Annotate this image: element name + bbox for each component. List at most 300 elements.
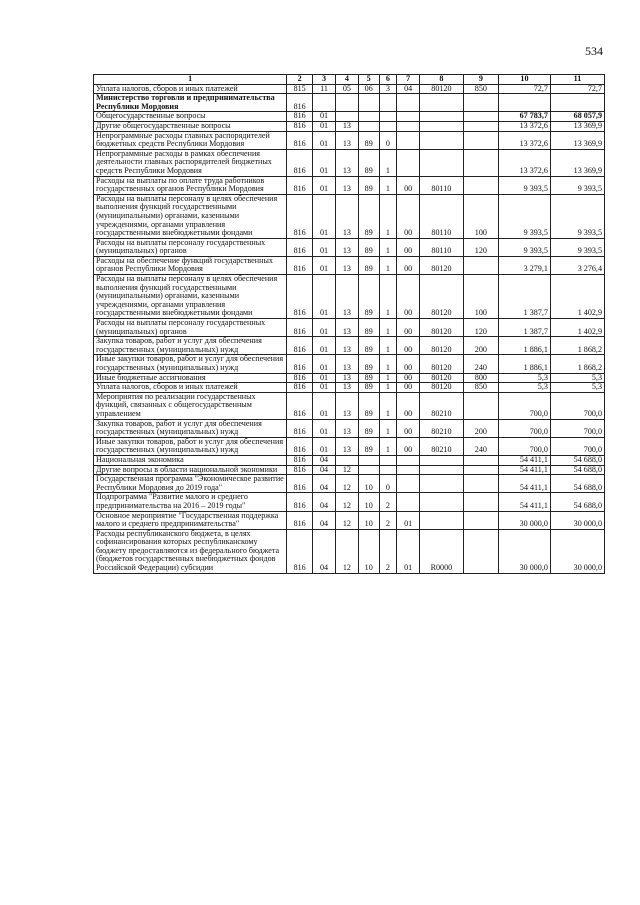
amount-cell: 54 688,0 [550, 493, 604, 511]
code-cell: 816 [287, 176, 313, 194]
column-header: 5 [358, 75, 379, 85]
column-header: 11 [550, 75, 604, 85]
code-cell [463, 392, 498, 419]
code-cell: 89 [358, 419, 379, 437]
row-name-cell: Государственная программа "Экономическое развитие Республики Мордовия до 2019 года" [94, 475, 287, 493]
column-header: 9 [463, 75, 498, 85]
code-cell: 89 [358, 319, 379, 337]
code-cell: 10 [358, 475, 379, 493]
amount-cell: 72,7 [499, 84, 551, 94]
code-cell: 00 [397, 337, 420, 355]
row-name-cell: Национальная экономика [94, 455, 287, 465]
code-cell [379, 112, 397, 122]
code-cell: 816 [287, 465, 313, 475]
code-cell [463, 455, 498, 465]
row-name-cell: Уплата налогов, сборов и иных платежей [94, 383, 287, 393]
amount-cell: 1 868,2 [550, 355, 604, 373]
code-cell: 04 [313, 529, 336, 573]
code-cell [397, 121, 420, 131]
code-cell: 01 [313, 176, 336, 194]
code-cell: 00 [397, 256, 420, 274]
code-cell [397, 112, 420, 122]
amount-cell: 30 000,0 [550, 511, 604, 529]
code-cell [463, 94, 498, 112]
code-cell: 01 [313, 319, 336, 337]
table-row [94, 112, 605, 122]
code-cell: 2 [379, 529, 397, 573]
table-row [94, 437, 605, 455]
code-cell: 13 [335, 194, 358, 238]
code-cell: 1 [379, 392, 397, 419]
code-cell: 00 [397, 392, 420, 419]
code-cell: 06 [358, 84, 379, 94]
code-cell [358, 94, 379, 112]
amount-cell: 30 000,0 [550, 529, 604, 573]
table-row [94, 355, 605, 373]
amount-cell: 1 886,1 [499, 337, 551, 355]
code-cell: 89 [358, 383, 379, 393]
amount-cell: 54 411,1 [499, 475, 551, 493]
table-row [94, 121, 605, 131]
code-cell [463, 256, 498, 274]
code-cell: R0000 [420, 529, 464, 573]
amount-cell: 54 411,1 [499, 465, 551, 475]
code-cell: 80110 [420, 194, 464, 238]
code-cell: 816 [287, 511, 313, 529]
amount-cell: 54 411,1 [499, 493, 551, 511]
code-cell: 80110 [420, 176, 464, 194]
amount-cell: 1 886,1 [499, 355, 551, 373]
amount-cell [550, 94, 604, 112]
code-cell: 816 [287, 131, 313, 149]
code-cell [358, 121, 379, 131]
code-cell [463, 475, 498, 493]
amount-cell: 9 393,5 [499, 194, 551, 238]
code-cell [313, 94, 336, 112]
amount-cell: 1 402,9 [550, 319, 604, 337]
row-name-cell: Расходы на обеспечение функций государственных органов Республики Мордовия [94, 256, 287, 274]
table-row [94, 194, 605, 238]
code-cell [397, 94, 420, 112]
table-row [94, 455, 605, 465]
code-cell: 89 [358, 149, 379, 176]
code-cell: 816 [287, 337, 313, 355]
table-row [94, 176, 605, 194]
table-row [94, 256, 605, 274]
code-cell: 0 [379, 131, 397, 149]
code-cell: 816 [287, 437, 313, 455]
code-cell: 120 [463, 238, 498, 256]
code-cell: 1 [379, 355, 397, 373]
code-cell [463, 121, 498, 131]
page-number: 534 [585, 44, 603, 58]
column-header: 3 [313, 75, 336, 85]
table-row [94, 511, 605, 529]
table-header-row [94, 75, 605, 85]
table-row [94, 465, 605, 475]
code-cell: 816 [287, 373, 313, 383]
code-cell: 01 [397, 529, 420, 573]
table-row [94, 84, 605, 94]
code-cell: 816 [287, 256, 313, 274]
code-cell: 13 [335, 373, 358, 383]
code-cell: 816 [287, 419, 313, 437]
code-cell: 1 [379, 256, 397, 274]
code-cell: 01 [313, 373, 336, 383]
code-cell [358, 455, 379, 465]
amount-cell: 5,3 [550, 373, 604, 383]
code-cell [420, 493, 464, 511]
code-cell [397, 475, 420, 493]
code-cell: 13 [335, 131, 358, 149]
code-cell: 816 [287, 121, 313, 131]
code-cell: 240 [463, 355, 498, 373]
row-name-cell: Закупка товаров, работ и услуг для обеспечения государственных (муниципальных) нужд [94, 337, 287, 355]
code-cell: 1 [379, 238, 397, 256]
code-cell [463, 131, 498, 149]
code-cell: 04 [313, 465, 336, 475]
code-cell: 2 [379, 493, 397, 511]
code-cell: 1 [379, 275, 397, 319]
code-cell: 13 [335, 121, 358, 131]
code-cell: 01 [313, 112, 336, 122]
code-cell: 80210 [420, 392, 464, 419]
column-header: 8 [420, 75, 464, 85]
code-cell: 13 [335, 176, 358, 194]
code-cell: 89 [358, 256, 379, 274]
amount-cell: 30 000,0 [499, 529, 551, 573]
code-cell: 120 [463, 319, 498, 337]
code-cell: 04 [313, 493, 336, 511]
code-cell: 00 [397, 275, 420, 319]
amount-cell: 67 783,7 [499, 112, 551, 122]
code-cell: 89 [358, 194, 379, 238]
code-cell: 100 [463, 194, 498, 238]
code-cell: 816 [287, 475, 313, 493]
row-name-cell: Расходы на выплаты персоналу в целях обеспечения выполнения функций государственными (муниципальными) органами, казенными учреждениями, органами управления государственными внебюджетными фондами [94, 194, 287, 238]
code-cell: 80120 [420, 275, 464, 319]
code-cell: 11 [313, 84, 336, 94]
table-row [94, 131, 605, 149]
code-cell: 89 [358, 176, 379, 194]
code-cell: 80210 [420, 437, 464, 455]
table-row [94, 337, 605, 355]
column-header: 7 [397, 75, 420, 85]
budget-table [93, 74, 605, 574]
code-cell: 04 [397, 84, 420, 94]
amount-cell: 700,0 [550, 437, 604, 455]
code-cell: 13 [335, 392, 358, 419]
code-cell: 13 [335, 337, 358, 355]
amount-cell: 54 688,0 [550, 465, 604, 475]
code-cell: 816 [287, 383, 313, 393]
amount-cell: 72,7 [550, 84, 604, 94]
code-cell: 816 [287, 529, 313, 573]
code-cell: 01 [313, 383, 336, 393]
amount-cell: 700,0 [499, 419, 551, 437]
code-cell: 00 [397, 355, 420, 373]
amount-cell: 700,0 [550, 392, 604, 419]
code-cell: 10 [358, 511, 379, 529]
code-cell: 816 [287, 194, 313, 238]
table-row [94, 373, 605, 383]
code-cell: 00 [397, 319, 420, 337]
code-cell [420, 475, 464, 493]
row-name-cell: Основное мероприятие "Государственная поддержка малого и среднего предпринимательства" [94, 511, 287, 529]
code-cell: 13 [335, 256, 358, 274]
code-cell: 80120 [420, 383, 464, 393]
code-cell: 1 [379, 176, 397, 194]
code-cell: 00 [397, 419, 420, 437]
amount-cell [499, 94, 551, 112]
code-cell: 12 [335, 511, 358, 529]
code-cell: 13 [335, 275, 358, 319]
table-row [94, 319, 605, 337]
amount-cell: 13 372,6 [499, 131, 551, 149]
code-cell: 00 [397, 176, 420, 194]
row-name-cell: Расходы на выплаты персоналу государственных (муниципальных) органов [94, 238, 287, 256]
code-cell: 850 [463, 84, 498, 94]
amount-cell: 1 402,9 [550, 275, 604, 319]
row-name-cell: Расходы на выплаты персоналу в целях обеспечения выполнения функций государственными (муниципальными) органами, казенными учреждениями, органами управления государственными внебюджетными фондами [94, 275, 287, 319]
row-name-cell: Иные бюджетные ассигнования [94, 373, 287, 383]
amount-cell: 5,3 [499, 383, 551, 393]
amount-cell: 9 393,5 [499, 238, 551, 256]
code-cell: 80120 [420, 337, 464, 355]
code-cell: 01 [313, 419, 336, 437]
column-header: 1 [94, 75, 287, 85]
code-cell: 200 [463, 337, 498, 355]
row-name-cell: Расходы на выплаты персоналу государственных (муниципальных) органов [94, 319, 287, 337]
column-header: 6 [379, 75, 397, 85]
row-name-cell: Расходы республиканского бюджета, в целях софинансирования которых республиканскому бюджету предоставляются из федерального бюджета (бюджетов государственных внебюджетных фондов Российской Федерации) субсидии [94, 529, 287, 573]
amount-cell: 68 057,9 [550, 112, 604, 122]
code-cell: 816 [287, 275, 313, 319]
code-cell: 10 [358, 529, 379, 573]
code-cell: 00 [397, 383, 420, 393]
code-cell: 0 [379, 475, 397, 493]
amount-cell: 700,0 [550, 419, 604, 437]
code-cell: 04 [313, 511, 336, 529]
amount-cell: 1 387,7 [499, 319, 551, 337]
amount-cell: 9 393,5 [550, 194, 604, 238]
amount-cell: 3 279,1 [499, 256, 551, 274]
code-cell: 1 [379, 194, 397, 238]
table-row [94, 529, 605, 573]
code-cell [420, 121, 464, 131]
code-cell: 89 [358, 355, 379, 373]
amount-cell: 13 369,9 [550, 149, 604, 176]
code-cell: 1 [379, 319, 397, 337]
code-cell: 80120 [420, 319, 464, 337]
code-cell [379, 94, 397, 112]
code-cell [379, 121, 397, 131]
code-cell: 12 [335, 529, 358, 573]
code-cell: 12 [335, 475, 358, 493]
code-cell: 05 [335, 84, 358, 94]
table-row [94, 149, 605, 176]
code-cell: 01 [313, 149, 336, 176]
code-cell: 80120 [420, 84, 464, 94]
column-header: 10 [499, 75, 551, 85]
code-cell: 89 [358, 337, 379, 355]
amount-cell: 13 369,9 [550, 131, 604, 149]
code-cell: 815 [287, 84, 313, 94]
code-cell: 80120 [420, 355, 464, 373]
code-cell: 89 [358, 373, 379, 383]
code-cell: 13 [335, 419, 358, 437]
amount-cell: 9 393,5 [499, 176, 551, 194]
code-cell: 01 [313, 337, 336, 355]
code-cell [420, 149, 464, 176]
code-cell: 816 [287, 94, 313, 112]
amount-cell: 700,0 [499, 392, 551, 419]
code-cell: 89 [358, 392, 379, 419]
code-cell: 816 [287, 112, 313, 122]
code-cell [463, 493, 498, 511]
code-cell: 00 [397, 238, 420, 256]
code-cell: 12 [335, 493, 358, 511]
code-cell: 89 [358, 238, 379, 256]
code-cell: 240 [463, 437, 498, 455]
row-name-cell: Мероприятия по реализации государственных функций, связанных с общегосударственным управлением [94, 392, 287, 419]
code-cell [379, 455, 397, 465]
amount-cell: 5,3 [499, 373, 551, 383]
code-cell: 80120 [420, 256, 464, 274]
code-cell: 850 [463, 383, 498, 393]
code-cell [397, 149, 420, 176]
code-cell: 13 [335, 319, 358, 337]
code-cell [335, 455, 358, 465]
table-row [94, 493, 605, 511]
code-cell: 3 [379, 84, 397, 94]
code-cell [420, 511, 464, 529]
row-name-cell: Подпрограмма "Развитие малого и среднего предпринимательства на 2016 – 2019 годы" [94, 493, 287, 511]
row-name-cell: Непрограммные расходы в рамках обеспечения деятельности главных распорядителей бюджетных средств Республики Мордовия [94, 149, 287, 176]
code-cell: 01 [313, 121, 336, 131]
code-cell: 01 [313, 275, 336, 319]
code-cell: 816 [287, 238, 313, 256]
code-cell: 04 [313, 455, 336, 465]
row-name-cell: Иные закупки товаров, работ и услуг для обеспечения государственных (муниципальных) нужд [94, 437, 287, 455]
table-row [94, 383, 605, 393]
amount-cell: 30 000,0 [499, 511, 551, 529]
row-name-cell: Уплата налогов, сборов и иных платежей [94, 84, 287, 94]
code-cell: 1 [379, 383, 397, 393]
code-cell [420, 112, 464, 122]
code-cell [463, 176, 498, 194]
code-cell: 01 [313, 238, 336, 256]
code-cell: 2 [379, 511, 397, 529]
code-cell: 816 [287, 392, 313, 419]
code-cell: 816 [287, 355, 313, 373]
amount-cell: 3 276,4 [550, 256, 604, 274]
code-cell [463, 149, 498, 176]
amount-cell: 9 393,5 [550, 238, 604, 256]
amount-cell: 5,3 [550, 383, 604, 393]
row-name-cell: Иные закупки товаров, работ и услуг для обеспечения государственных (муниципальных) нужд [94, 355, 287, 373]
code-cell: 100 [463, 275, 498, 319]
table-row [94, 475, 605, 493]
code-cell [358, 465, 379, 475]
code-cell: 01 [397, 511, 420, 529]
code-cell: 12 [335, 465, 358, 475]
code-cell: 89 [358, 437, 379, 455]
code-cell: 00 [397, 373, 420, 383]
code-cell [463, 112, 498, 122]
code-cell [397, 493, 420, 511]
code-cell: 80110 [420, 238, 464, 256]
row-name-cell: Расходы на выплаты по оплате труда работников государственных органов Республики Мордовия [94, 176, 287, 194]
code-cell: 80120 [420, 373, 464, 383]
code-cell: 01 [313, 256, 336, 274]
code-cell: 13 [335, 355, 358, 373]
code-cell: 01 [313, 194, 336, 238]
code-cell [335, 94, 358, 112]
row-name-cell: Общегосударственные вопросы [94, 112, 287, 122]
amount-cell: 1 868,2 [550, 337, 604, 355]
code-cell [358, 112, 379, 122]
code-cell: 816 [287, 319, 313, 337]
table-row [94, 392, 605, 419]
code-cell: 1 [379, 419, 397, 437]
row-name-cell: Другие общегосударственные вопросы [94, 121, 287, 131]
table-row [94, 94, 605, 112]
amount-cell: 13 372,6 [499, 149, 551, 176]
code-cell: 200 [463, 419, 498, 437]
column-header: 4 [335, 75, 358, 85]
amount-cell: 54 688,0 [550, 475, 604, 493]
row-name-cell: Закупка товаров, работ и услуг для обеспечения государственных (муниципальных) нужд [94, 419, 287, 437]
amount-cell: 54 411,1 [499, 455, 551, 465]
code-cell: 80210 [420, 419, 464, 437]
code-cell: 13 [335, 437, 358, 455]
code-cell: 1 [379, 337, 397, 355]
code-cell [420, 131, 464, 149]
code-cell: 816 [287, 149, 313, 176]
code-cell: 800 [463, 373, 498, 383]
row-name-cell: Другие вопросы в области национальной экономики [94, 465, 287, 475]
code-cell [397, 465, 420, 475]
code-cell [463, 511, 498, 529]
amount-cell: 700,0 [499, 437, 551, 455]
code-cell: 89 [358, 131, 379, 149]
code-cell [397, 131, 420, 149]
code-cell: 1 [379, 149, 397, 176]
code-cell [463, 529, 498, 573]
code-cell [463, 465, 498, 475]
row-name-cell: Непрограммные расходы главных распорядителей бюджетных средств Республики Мордовия [94, 131, 287, 149]
code-cell [335, 112, 358, 122]
code-cell: 89 [358, 275, 379, 319]
table-row [94, 419, 605, 437]
row-name-cell: Министерство торговли и предпринимательства Республики Мордовия [94, 94, 287, 112]
code-cell: 00 [397, 437, 420, 455]
code-cell: 01 [313, 437, 336, 455]
code-cell [420, 94, 464, 112]
table-row [94, 275, 605, 319]
code-cell: 816 [287, 493, 313, 511]
code-cell: 04 [313, 475, 336, 493]
code-cell: 13 [335, 383, 358, 393]
code-cell [379, 465, 397, 475]
code-cell: 10 [358, 493, 379, 511]
amount-cell: 13 372,6 [499, 121, 551, 131]
code-cell: 01 [313, 392, 336, 419]
code-cell [420, 455, 464, 465]
code-cell [420, 465, 464, 475]
code-cell: 13 [335, 149, 358, 176]
